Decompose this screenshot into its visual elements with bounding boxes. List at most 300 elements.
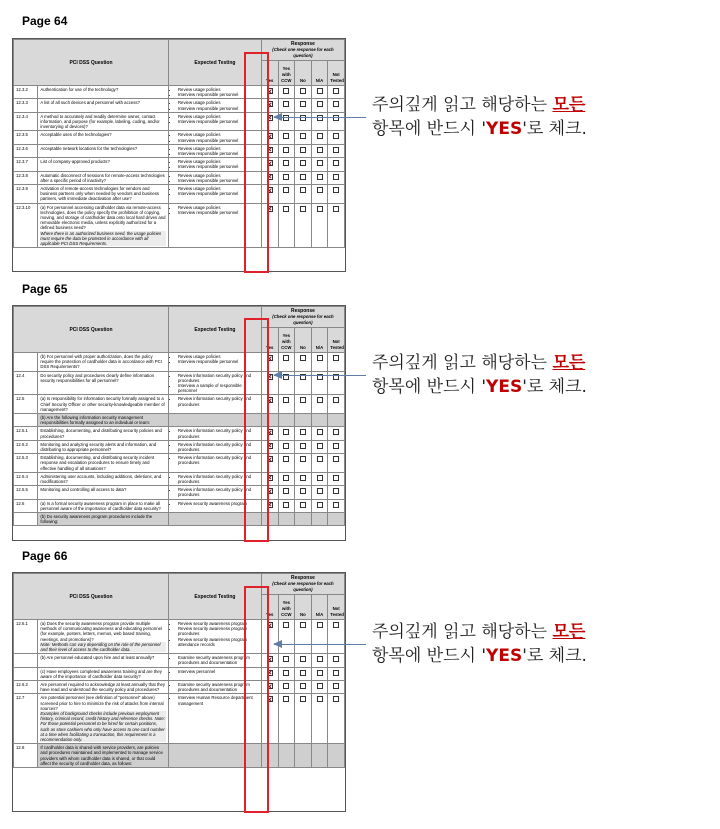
response-cell: [311, 185, 328, 204]
header-response-sub: (Check one response for each question): [272, 314, 334, 325]
header-expected-testing: Expected Testing: [168, 40, 261, 86]
question-cell: [38, 681, 169, 694]
checkbox-no[interactable]: [300, 502, 306, 508]
checkbox-no[interactable]: [300, 696, 306, 702]
response-cell: [278, 99, 295, 112]
requirement-number: 12.6: [14, 499, 38, 512]
checkbox-not-tested[interactable]: [333, 622, 339, 628]
checkbox-na[interactable]: [317, 488, 323, 494]
checkbox-no[interactable]: [300, 656, 306, 662]
response-cell: [328, 185, 345, 204]
header-question: PCI DSS Question: [14, 40, 169, 86]
response-cell: [311, 454, 328, 473]
arrow-icon: [274, 117, 366, 118]
checkbox-not-tested[interactable]: [333, 88, 339, 94]
response-cell: [328, 86, 345, 99]
header-response-title: Response: [291, 41, 315, 47]
checkbox-yes-with-ccw[interactable]: [283, 670, 289, 676]
table-row: [14, 395, 345, 414]
header-yes: Yes: [261, 328, 278, 353]
question-cell: [38, 513, 169, 526]
response-cell: [295, 454, 312, 473]
test-item: • Review security awareness program: [178, 621, 259, 626]
response-cell: [311, 499, 328, 512]
requirement-number: [14, 513, 38, 526]
response-cell: [295, 654, 312, 667]
checkbox-not-tested[interactable]: [333, 475, 339, 481]
yes-column-highlight: [244, 586, 269, 813]
arrow-icon: [274, 644, 366, 645]
question-cell: [38, 371, 169, 395]
response-cell: [328, 171, 345, 184]
question-text: Automatic disconnect of sessions for remote-access technologies after a specific period of inactivity?: [40, 172, 165, 183]
header-row: [14, 574, 345, 595]
response-cell: [311, 667, 328, 680]
header-response: [261, 40, 344, 61]
checkbox-no[interactable]: [300, 88, 306, 94]
response-cell: [295, 744, 312, 768]
question-cell: [38, 395, 169, 414]
header-row: [14, 307, 345, 328]
requirement-number: 12.5.2: [14, 440, 38, 453]
checkbox-not-tested[interactable]: [333, 133, 339, 139]
checkbox-no[interactable]: [300, 443, 306, 449]
response-cell: [295, 112, 312, 131]
response-cell: [328, 158, 345, 171]
response-cell: [328, 694, 345, 744]
response-cell: [328, 427, 345, 440]
response-cell: [295, 513, 312, 526]
checkbox-no[interactable]: [300, 187, 306, 193]
response-cell: [295, 440, 312, 453]
checkbox-not-tested[interactable]: [333, 187, 339, 193]
checkbox-no[interactable]: [300, 456, 306, 462]
checkbox-na[interactable]: [317, 133, 323, 139]
response-cell: [278, 694, 295, 744]
annotation-emphasis: 모든: [552, 95, 586, 115]
page-label-64: Page 64: [22, 14, 68, 28]
requirement-number: 12.3.3: [14, 99, 38, 112]
response-cell: [311, 744, 328, 768]
response-cell: [311, 427, 328, 440]
response-cell: [278, 454, 295, 473]
response-cell: [278, 499, 295, 512]
checkbox-yes-with-ccw[interactable]: [283, 488, 289, 494]
checkbox-yes-with-ccw[interactable]: [283, 187, 289, 193]
test-item: • Interview responsible personnel: [178, 106, 259, 111]
response-cell: [278, 131, 295, 144]
response-cell: [328, 144, 345, 157]
checkbox-yes-with-ccw[interactable]: [283, 456, 289, 462]
instruction-annotation: [372, 620, 712, 668]
response-cell: [328, 131, 345, 144]
response-cell: [328, 454, 345, 473]
header-na: N/A: [311, 61, 328, 86]
checkbox-no[interactable]: [300, 670, 306, 676]
header-na: N/A: [311, 595, 328, 620]
table-row: [14, 185, 345, 204]
checkbox-na[interactable]: [317, 683, 323, 689]
response-cell: [311, 513, 328, 526]
test-item: • Interview a sample of responsible personnel: [178, 383, 259, 393]
checkbox-not-tested[interactable]: [333, 397, 339, 403]
response-cell: [295, 620, 312, 654]
checkbox-no[interactable]: [300, 355, 306, 361]
response-cell: [295, 86, 312, 99]
table-row: [14, 620, 345, 654]
response-cell: [278, 620, 295, 654]
checkbox-not-tested[interactable]: [333, 443, 339, 449]
page-label-66: Page 66: [22, 549, 68, 563]
question-text: A list of all such devices and personnel with access?: [40, 100, 140, 106]
test-item: • Interview responsible personnel: [178, 359, 259, 364]
test-item: • Interview responsible personnel: [178, 191, 259, 196]
annotation-emphasis: YES: [486, 119, 523, 139]
checkbox-yes-with-ccw[interactable]: [283, 696, 289, 702]
table-row: [14, 414, 345, 427]
test-item: • Interview responsible personnel: [178, 92, 259, 97]
checkbox-no[interactable]: [300, 147, 306, 153]
checkbox-not-tested[interactable]: [333, 488, 339, 494]
header-response-sub: (Check one response for each question): [272, 47, 334, 58]
response-cell: [295, 203, 312, 248]
table-row: [14, 744, 345, 768]
checkbox-no[interactable]: [300, 101, 306, 107]
response-cell: [328, 353, 345, 372]
test-item: • Review usage policies: [178, 114, 259, 119]
question-cell: [38, 654, 169, 667]
checkbox-not-tested[interactable]: [333, 355, 339, 361]
test-item: • Review usage policies: [178, 186, 259, 191]
test-item: • Examine security awareness program procedures and documentation: [178, 655, 259, 665]
checkbox-no[interactable]: [300, 133, 306, 139]
response-cell: [328, 99, 345, 112]
response-cell: [278, 158, 295, 171]
question-cell: [38, 744, 169, 768]
checkbox-no[interactable]: [300, 475, 306, 481]
response-cell: [328, 472, 345, 485]
table-row: [14, 694, 345, 744]
response-cell: [278, 513, 295, 526]
checkbox-not-tested[interactable]: [333, 683, 339, 689]
test-item: • Interview responsible personnel: [178, 119, 259, 124]
requirement-number: 12.6.2: [14, 681, 38, 694]
test-item: • Interview personnel: [178, 669, 259, 674]
test-item: • Review information security policy and procedures: [178, 455, 259, 465]
question-cell: [38, 486, 169, 499]
test-item: • Review information security policy and procedures: [178, 442, 259, 452]
checkbox-no[interactable]: [300, 488, 306, 494]
question-cell: [38, 203, 169, 248]
response-cell: [311, 203, 328, 248]
test-item: • Interview responsible personnel: [178, 164, 259, 169]
checkbox-na[interactable]: [317, 88, 323, 94]
test-item: • Examine security awareness program procedures and documentation: [178, 682, 259, 692]
checkbox-na[interactable]: [317, 187, 323, 193]
response-cell: [328, 486, 345, 499]
test-item: • Review usage policies: [178, 87, 259, 92]
response-cell: [311, 353, 328, 372]
checkbox-na[interactable]: [317, 160, 323, 166]
checkbox-no[interactable]: [300, 174, 306, 180]
requirement-number: 12.4: [14, 371, 38, 395]
response-cell: [328, 112, 345, 131]
response-cell: [311, 440, 328, 453]
checkbox-yes-with-ccw[interactable]: [283, 683, 289, 689]
response-cell: [328, 744, 345, 768]
checkbox-na[interactable]: [317, 206, 323, 212]
header-no: No: [295, 595, 312, 620]
header-question: PCI DSS Question: [14, 307, 169, 353]
checkbox-no[interactable]: [300, 206, 306, 212]
checkbox-yes-with-ccw[interactable]: [283, 133, 289, 139]
checkbox-not-tested[interactable]: [333, 670, 339, 676]
question-text: (b) Are the following information security management responsibilities formally assigned to an individual or team:: [40, 415, 150, 426]
checkbox-not-tested[interactable]: [333, 429, 339, 435]
question-text: (b) Do security awareness program procedures include the following:: [40, 514, 153, 525]
question-cell: [38, 112, 169, 131]
header-na: N/A: [311, 328, 328, 353]
response-cell: [328, 499, 345, 512]
table-row: [14, 171, 345, 184]
question-text: (b) For personnel with proper authorization, does the policy require the protection of cardholder data in accordance with PCI DSS Requirements?: [40, 354, 162, 370]
checkbox-na[interactable]: [317, 475, 323, 481]
checkbox-yes-with-ccw[interactable]: [283, 147, 289, 153]
checkbox-not-tested[interactable]: [333, 696, 339, 702]
response-cell: [278, 472, 295, 485]
response-cell: [311, 158, 328, 171]
header-not-tested: Not Tested: [328, 595, 345, 620]
checkbox-yes-with-ccw[interactable]: [283, 160, 289, 166]
header-question: PCI DSS Question: [14, 574, 169, 620]
test-item: • Review security awareness program attendance records: [178, 637, 259, 647]
test-item: • Review information security policy and procedures: [178, 373, 259, 383]
response-cell: [278, 86, 295, 99]
header-response-title: Response: [291, 308, 315, 314]
response-cell: [311, 112, 328, 131]
table-row: [14, 667, 345, 680]
requirement-number: 12.6.1: [14, 620, 38, 654]
annotation-text: 항목에 반드시 ': [372, 646, 487, 666]
table-row: [14, 203, 345, 248]
checkbox-no[interactable]: [300, 622, 306, 628]
header-yes-with-ccw: Yes with CCW: [278, 328, 295, 353]
test-item: • Review usage policies: [178, 159, 259, 164]
checkbox-na[interactable]: [317, 656, 323, 662]
header-not-tested: Not Tested: [328, 328, 345, 353]
response-cell: [311, 86, 328, 99]
checkbox-not-tested[interactable]: [333, 174, 339, 180]
requirement-number: 12.3.4: [14, 112, 38, 131]
question-cell: [38, 131, 169, 144]
checkbox-na[interactable]: [317, 443, 323, 449]
response-cell: [311, 486, 328, 499]
yes-column-highlight: [244, 52, 269, 273]
requirement-number: 12.7: [14, 694, 38, 744]
page-label-65: Page 65: [22, 282, 68, 296]
response-cell: [311, 99, 328, 112]
header-no: No: [295, 61, 312, 86]
response-cell: [278, 185, 295, 204]
checkbox-na[interactable]: [317, 456, 323, 462]
checkbox-na[interactable]: [317, 622, 323, 628]
question-cell: [38, 472, 169, 485]
requirement-number: 12.5.1: [14, 427, 38, 440]
checkbox-yes-with-ccw[interactable]: [283, 397, 289, 403]
response-cell: [278, 414, 295, 427]
requirement-number: [14, 667, 38, 680]
checkbox-na[interactable]: [317, 670, 323, 676]
checkbox-not-tested[interactable]: [333, 206, 339, 212]
response-cell: [278, 744, 295, 768]
response-cell: [295, 499, 312, 512]
response-cell: [328, 681, 345, 694]
table-row: [14, 131, 345, 144]
checkbox-na[interactable]: [317, 147, 323, 153]
response-cell: [278, 353, 295, 372]
response-cell: [295, 472, 312, 485]
response-cell: [328, 414, 345, 427]
checkbox-not-tested[interactable]: [333, 160, 339, 166]
checkbox-yes-with-ccw[interactable]: [283, 475, 289, 481]
response-cell: [295, 681, 312, 694]
response-cell: [311, 131, 328, 144]
test-item: • Review information security policy and procedures: [178, 487, 259, 497]
table-row: [14, 86, 345, 99]
document-page-65: [12, 305, 346, 541]
table-row: [14, 654, 345, 667]
response-cell: [328, 440, 345, 453]
test-item: • Review information security policy and procedures: [178, 396, 259, 406]
checkbox-not-tested[interactable]: [333, 656, 339, 662]
question-text: Authentication for use of the technology?: [40, 87, 119, 92]
response-cell: [278, 144, 295, 157]
requirement-number: 12.3.10: [14, 203, 38, 248]
table-row: [14, 353, 345, 372]
question-text: (a) Is responsibility for information security formally assigned to a Chief Security Officer or other security-knowledgeable member of management?: [40, 396, 165, 412]
checkbox-yes-with-ccw[interactable]: [283, 443, 289, 449]
checkbox-no[interactable]: [300, 683, 306, 689]
annotation-text: 항목에 반드시 ': [372, 119, 487, 139]
checkbox-yes-with-ccw[interactable]: [283, 355, 289, 361]
checkbox-na[interactable]: [317, 355, 323, 361]
header-yes: Yes: [261, 595, 278, 620]
requirement-number: 12.3.6: [14, 144, 38, 157]
test-item: • Review usage policies: [178, 146, 259, 151]
question-text: Acceptable network locations for the technologies?: [40, 145, 138, 151]
header-response: [261, 307, 344, 328]
test-item: • Review usage policies: [178, 100, 259, 105]
question-cell: [38, 353, 169, 372]
checkbox-yes-with-ccw[interactable]: [283, 656, 289, 662]
table-row: [14, 454, 345, 473]
question-text: Acceptable uses of the technologies?: [40, 132, 112, 138]
checkbox-yes-with-ccw[interactable]: [283, 88, 289, 94]
response-cell: [295, 353, 312, 372]
annotation-emphasis: 모든: [552, 622, 586, 642]
response-cell: [328, 203, 345, 248]
response-cell: [278, 654, 295, 667]
question-text: List of company-approved products?: [40, 159, 110, 165]
response-cell: [278, 171, 295, 184]
checkbox-not-tested[interactable]: [333, 101, 339, 107]
checkbox-na[interactable]: [317, 397, 323, 403]
checkbox-not-tested[interactable]: [333, 456, 339, 462]
document-page-66: [12, 572, 346, 812]
question-note: Examples of background checks include previous employment history, criminal record, credit history and reference checks. Note: For those potential personnel to be hired for certain positions, such as store cashiers who only have access to one card number at a time when facilitating a transaction, this requirement is a recommendation only.: [40, 711, 165, 743]
requirement-number: 12.3.2: [14, 86, 38, 99]
response-cell: [328, 654, 345, 667]
checkbox-yes-with-ccw[interactable]: [283, 174, 289, 180]
question-cell: [38, 427, 169, 440]
checkbox-no[interactable]: [300, 160, 306, 166]
checkbox-yes-with-ccw[interactable]: [283, 101, 289, 107]
header-yes: Yes: [261, 61, 278, 86]
checkbox-not-tested[interactable]: [333, 502, 339, 508]
header-no: No: [295, 328, 312, 353]
question-note: Note: Methods can vary depending on the role of the personnel and their level of access to the cardholder data.: [40, 642, 166, 652]
question-text: Monitoring and controlling all access to data?: [40, 487, 127, 493]
checkbox-yes-with-ccw[interactable]: [283, 206, 289, 212]
test-item: • Review security awareness program: [178, 501, 259, 506]
question-cell: [38, 171, 169, 184]
checkbox-na[interactable]: [317, 101, 323, 107]
annotation-text: '로 체크.: [522, 119, 587, 139]
checkbox-no[interactable]: [300, 397, 306, 403]
test-item: • Interview Human Resource department management: [178, 695, 259, 705]
annotation-emphasis: YES: [486, 646, 523, 666]
checkbox-no[interactable]: [300, 429, 306, 435]
question-text: (a) Is a formal security awareness program in place to make all personnel aware of the importance of cardholder data security?: [40, 500, 161, 511]
response-cell: [295, 427, 312, 440]
question-cell: [38, 99, 169, 112]
response-cell: [311, 694, 328, 744]
header-row: [14, 40, 345, 61]
annotation-emphasis: YES: [486, 377, 523, 397]
question-cell: [38, 414, 169, 427]
question-cell: [38, 144, 169, 157]
table-row: [14, 158, 345, 171]
checkbox-yes-with-ccw[interactable]: [283, 502, 289, 508]
question-note: Where there is an authorized business need, the usage policies must require the data be protected in accordance with all applicable PCI DSS Requirements.: [40, 231, 166, 247]
checkbox-na[interactable]: [317, 696, 323, 702]
table-row: [14, 99, 345, 112]
question-cell: [38, 667, 169, 680]
question-cell: [38, 86, 169, 99]
checkbox-not-tested[interactable]: [333, 147, 339, 153]
test-item: • Review information security policy and procedures: [178, 428, 259, 438]
checkbox-yes-with-ccw[interactable]: [283, 622, 289, 628]
question-cell: [38, 454, 169, 473]
response-cell: [295, 158, 312, 171]
checkbox-na[interactable]: [317, 429, 323, 435]
response-cell: [295, 131, 312, 144]
table-row: [14, 427, 345, 440]
response-cell: [278, 203, 295, 248]
checkbox-na[interactable]: [317, 502, 323, 508]
response-cell: [311, 171, 328, 184]
table-row: [14, 486, 345, 499]
checkbox-na[interactable]: [317, 174, 323, 180]
header-not-tested: Not Tested: [328, 61, 345, 86]
test-item: • Review usage policies: [178, 173, 259, 178]
response-cell: [295, 171, 312, 184]
response-cell: [311, 144, 328, 157]
annotation-text: '로 체크.: [522, 377, 587, 397]
question-cell: [38, 158, 169, 171]
pci-dss-table: [13, 306, 345, 526]
checkbox-yes-with-ccw[interactable]: [283, 429, 289, 435]
